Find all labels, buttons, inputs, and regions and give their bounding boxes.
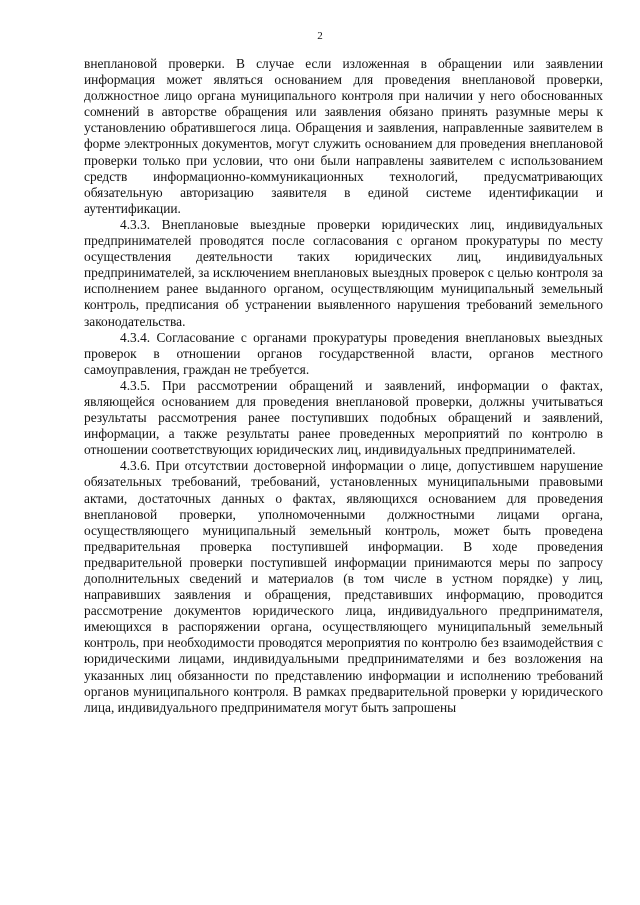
paragraph-4-3-3: 4.3.3. Внеплановые выездные проверки юридических лиц, индивидуальных предпринимателей проводятся после согласования с органом прокуратуры по месту осуществления деятельности таких юридических лиц, индивидуальных предпринимателей, за исключением внеплановых выездных проверок с целью контроля за исполнением ранее выданного органом, осуществляющим муниципальный земельный контроль, предписания об устранении выявленного нарушения требований земельного законодательства. [84, 216, 603, 329]
paragraph-4-3-4: 4.3.4. Согласование с органами прокуратуры проведения внеплановых выездных проверок в отношении органов государственной власти, органов местного самоуправления, граждан не требуется. [84, 329, 603, 377]
paragraph-4-3-5: 4.3.5. При рассмотрении обращений и заявлений, информации о фактах, являющейся основанием для проведения внеплановой проверки, должны учитываться результаты рассмотрения ранее поступивших подобных обращений и заявлений, информации, а также результаты ранее проведенных мероприятий по контролю в отношении соответствующих юридических лиц, индивидуальных предпринимателей. [84, 377, 603, 458]
page-number: 2 [317, 30, 323, 42]
document-body [84, 56, 603, 716]
paragraph-4-3-6: 4.3.6. При отсутствии достоверной информации о лице, допустившем нарушение обязательных требований, требований, установленных муниципальными правовыми актами, достаточных данных о фактах, являющихся основанием для проведения внеплановой проверки, уполномоченными должностными лицами органа, осуществляющего муниципальный земельный контроль, может быть проведена предварительная проверка поступившей информации. В ходе проведения предварительной проверки поступившей информации принимаются меры по запросу дополнительных сведений и материалов (в том числе в устном порядке) у лиц, направивших заявления и обращения, представивших информацию, проводится рассмотрение документов юридического лица, индивидуального предпринимателя, имеющихся в распоряжении органа, осуществляющего муниципальный земельный контроль, при необходимости проводятся мероприятия по контролю без взаимодействия с юридическими лицами, индивидуальными предпринимателями и без возложения на указанных лиц обязанности по представлению информации и исполнению требований органов муниципального контроля. В рамках предварительной проверки у юридического лица, индивидуального предпринимателя могут быть запрошены [84, 458, 603, 715]
paragraph-continuation: внеплановой проверки. В случае если изложенная в обращении или заявлении информация может являться основанием для проведения внеплановой проверки, должностное лицо органа муниципального контроля при наличии у него обоснованных сомнений в авторстве обращения или заявления обязано принять разумные меры к установлению обратившегося лица. Обращения и заявления, направленные заявителем в форме электронных документов, могут служить основанием для проведения внеплановой проверки только при условии, что они были направлены заявителем с использованием средств информационно-коммуникационных технологий, предусматривающих обязательную авторизацию заявителя в единой системе идентификации и аутентификации. [84, 56, 603, 216]
